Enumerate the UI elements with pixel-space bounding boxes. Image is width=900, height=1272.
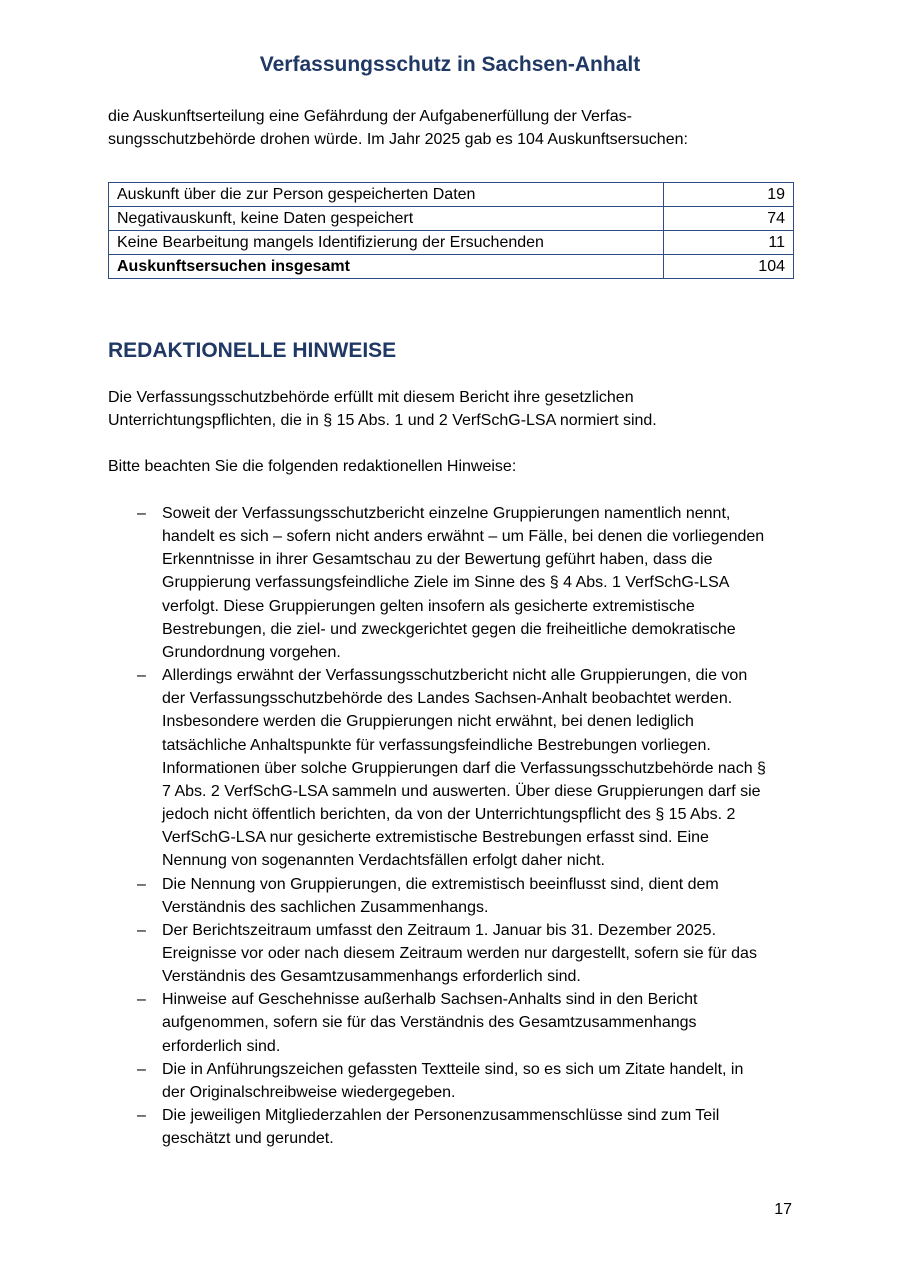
text-line: VerfSchG-LSA nur gesicherte extremistische Bestrebungen erfasst sind. Eine bbox=[162, 829, 709, 847]
text-line: Bestrebungen, die ziel- und zweckgerichtet gegen die freiheitliche demokratische bbox=[162, 620, 736, 638]
text-line: Informationen über solche Gruppierungen darf die Verfassungsschutzbehörde nach § bbox=[162, 759, 766, 777]
text-line: jedoch nicht öffentlich berichten, da von der Unterrichtungspflicht des § 15 Abs. 2 bbox=[162, 806, 736, 824]
text-line: 7 Abs. 2 VerfSchG-LSA sammeln und auswerten. Über diese Gruppierungen darf sie bbox=[162, 782, 761, 800]
table-row bbox=[109, 231, 794, 255]
dash-bullet: – bbox=[137, 667, 146, 685]
list-item bbox=[137, 919, 766, 988]
page-title: Verfassungsschutz in Sachsen-Anhalt bbox=[259, 53, 641, 76]
text-line: Gruppierung verfassungsfeindliche Ziele im Sinne des § 4 Abs. 1 VerfSchG-LSA bbox=[162, 574, 730, 592]
list-item bbox=[137, 873, 766, 919]
text-line: Die Verfassungsschutzbehörde erfüllt mit diesem Bericht ihre gesetzlichen bbox=[108, 389, 634, 406]
text-line: Allerdings erwähnt der Verfassungsschutzbericht nicht alle Gruppierungen, die von bbox=[162, 667, 748, 685]
text-line: handelt es sich – sofern nicht anders erwähnt – um Fälle, bei denen die vorliegenden bbox=[162, 528, 765, 546]
row-value: 19 bbox=[664, 183, 794, 207]
text-line: verfolgt. Diese Gruppierungen gelten insofern als gesicherte extremistische bbox=[162, 597, 695, 615]
page-number: 17 bbox=[774, 1201, 792, 1218]
section-paragraph bbox=[108, 386, 657, 432]
text-line: sungsschutzbehörde drohen würde. Im Jahr 2025 gab es 104 Auskunftsersuchen: bbox=[108, 131, 688, 148]
text-line: tatsächliche Anhaltspunkte für verfassungsfeindliche Bestrebungen vorliegen. bbox=[162, 736, 711, 754]
table-row bbox=[109, 183, 794, 207]
text-line: Unterrichtungspflichten, die in § 15 Abs. 1 und 2 VerfSchG-LSA normiert sind. bbox=[108, 412, 657, 429]
editorial-notes-list bbox=[137, 502, 766, 1150]
text-line: Hinweise auf Geschehnisse außerhalb Sachsen-Anhalts sind in den Bericht bbox=[162, 991, 698, 1009]
list-item bbox=[137, 1058, 766, 1104]
row-label: Keine Bearbeitung mangels Identifizierung der Ersuchenden bbox=[109, 231, 664, 255]
row-label: Auskunft über die zur Person gespeicherten Daten bbox=[109, 183, 664, 207]
intro-paragraph bbox=[108, 105, 688, 151]
section-heading: REDAKTIONELLE HINWEISE bbox=[108, 339, 397, 362]
dash-bullet: – bbox=[137, 505, 146, 522]
text-line: geschätzt und gerundet. bbox=[162, 1130, 334, 1148]
text-line: Die in Anführungszeichen gefassten Textteile sind, so es sich um Zitate handelt, in bbox=[162, 1060, 744, 1078]
dash-bullet: – bbox=[137, 921, 146, 939]
text-line: aufgenommen, sofern sie für das Verständnis des Gesamtzusammenhangs bbox=[162, 1014, 697, 1032]
text-line: Ereignisse vor oder nach diesem Zeitraum werden nur dargestellt, sofern sie für das bbox=[162, 944, 757, 962]
text-line: erforderlich sind. bbox=[162, 1037, 281, 1055]
text-line: Grundordnung vorgehen. bbox=[162, 643, 341, 661]
dash-bullet: – bbox=[137, 875, 146, 893]
text-line: die Auskunftserteilung eine Gefährdung der Aufgabenerfüllung der Verfas- bbox=[108, 108, 632, 125]
text-line: der Originalschreibweise wiedergegeben. bbox=[162, 1083, 456, 1101]
text-line: Der Berichtszeitraum umfasst den Zeitraum 1. Januar bis 31. Dezember 2025. bbox=[162, 921, 717, 939]
text-line: Die Nennung von Gruppierungen, die extremistisch beeinflusst sind, dient dem bbox=[162, 875, 719, 893]
text-line: Nennung von sogenannten Verdachtsfällen erfolgt daher nicht. bbox=[162, 852, 605, 870]
text-line: Insbesondere werden die Gruppierungen nicht erwähnt, bei denen lediglich bbox=[162, 713, 694, 731]
list-item bbox=[137, 1104, 766, 1150]
row-value: 74 bbox=[664, 207, 794, 231]
total-label: Auskunftsersuchen insgesamt bbox=[109, 255, 664, 279]
list-item bbox=[137, 664, 766, 872]
dash-bullet: – bbox=[137, 991, 146, 1009]
row-label: Negativauskunft, keine Daten gespeichert bbox=[109, 207, 664, 231]
dash-bullet: – bbox=[137, 1060, 146, 1078]
information-requests-table bbox=[108, 182, 794, 279]
total-value: 104 bbox=[664, 255, 794, 279]
text-line: der Verfassungsschutzbehörde des Landes Sachsen-Anhalt beobachtet werden. bbox=[162, 690, 733, 708]
table-total-row bbox=[109, 255, 794, 279]
list-lead-in: Bitte beachten Sie die folgenden redaktionellen Hinweise: bbox=[108, 458, 517, 475]
text-line: Erkenntnisse in ihrer Gesamtschau zu der Bewertung geführt haben, dass die bbox=[162, 551, 713, 569]
row-value: 11 bbox=[664, 231, 794, 255]
table-row bbox=[109, 207, 794, 231]
text-line: Verständnis des sachlichen Zusammenhangs. bbox=[162, 898, 489, 916]
dash-bullet: – bbox=[137, 1107, 146, 1125]
text-line: Verständnis des Gesamtzusammenhangs erforderlich sind. bbox=[162, 968, 581, 986]
list-item bbox=[137, 502, 766, 664]
text-line: Die jeweiligen Mitgliederzahlen der Personenzusammenschlüsse sind zum Teil bbox=[162, 1107, 720, 1125]
text-line: Soweit der Verfassungsschutzbericht einzelne Gruppierungen namentlich nennt, bbox=[162, 505, 731, 522]
list-item bbox=[137, 988, 766, 1057]
